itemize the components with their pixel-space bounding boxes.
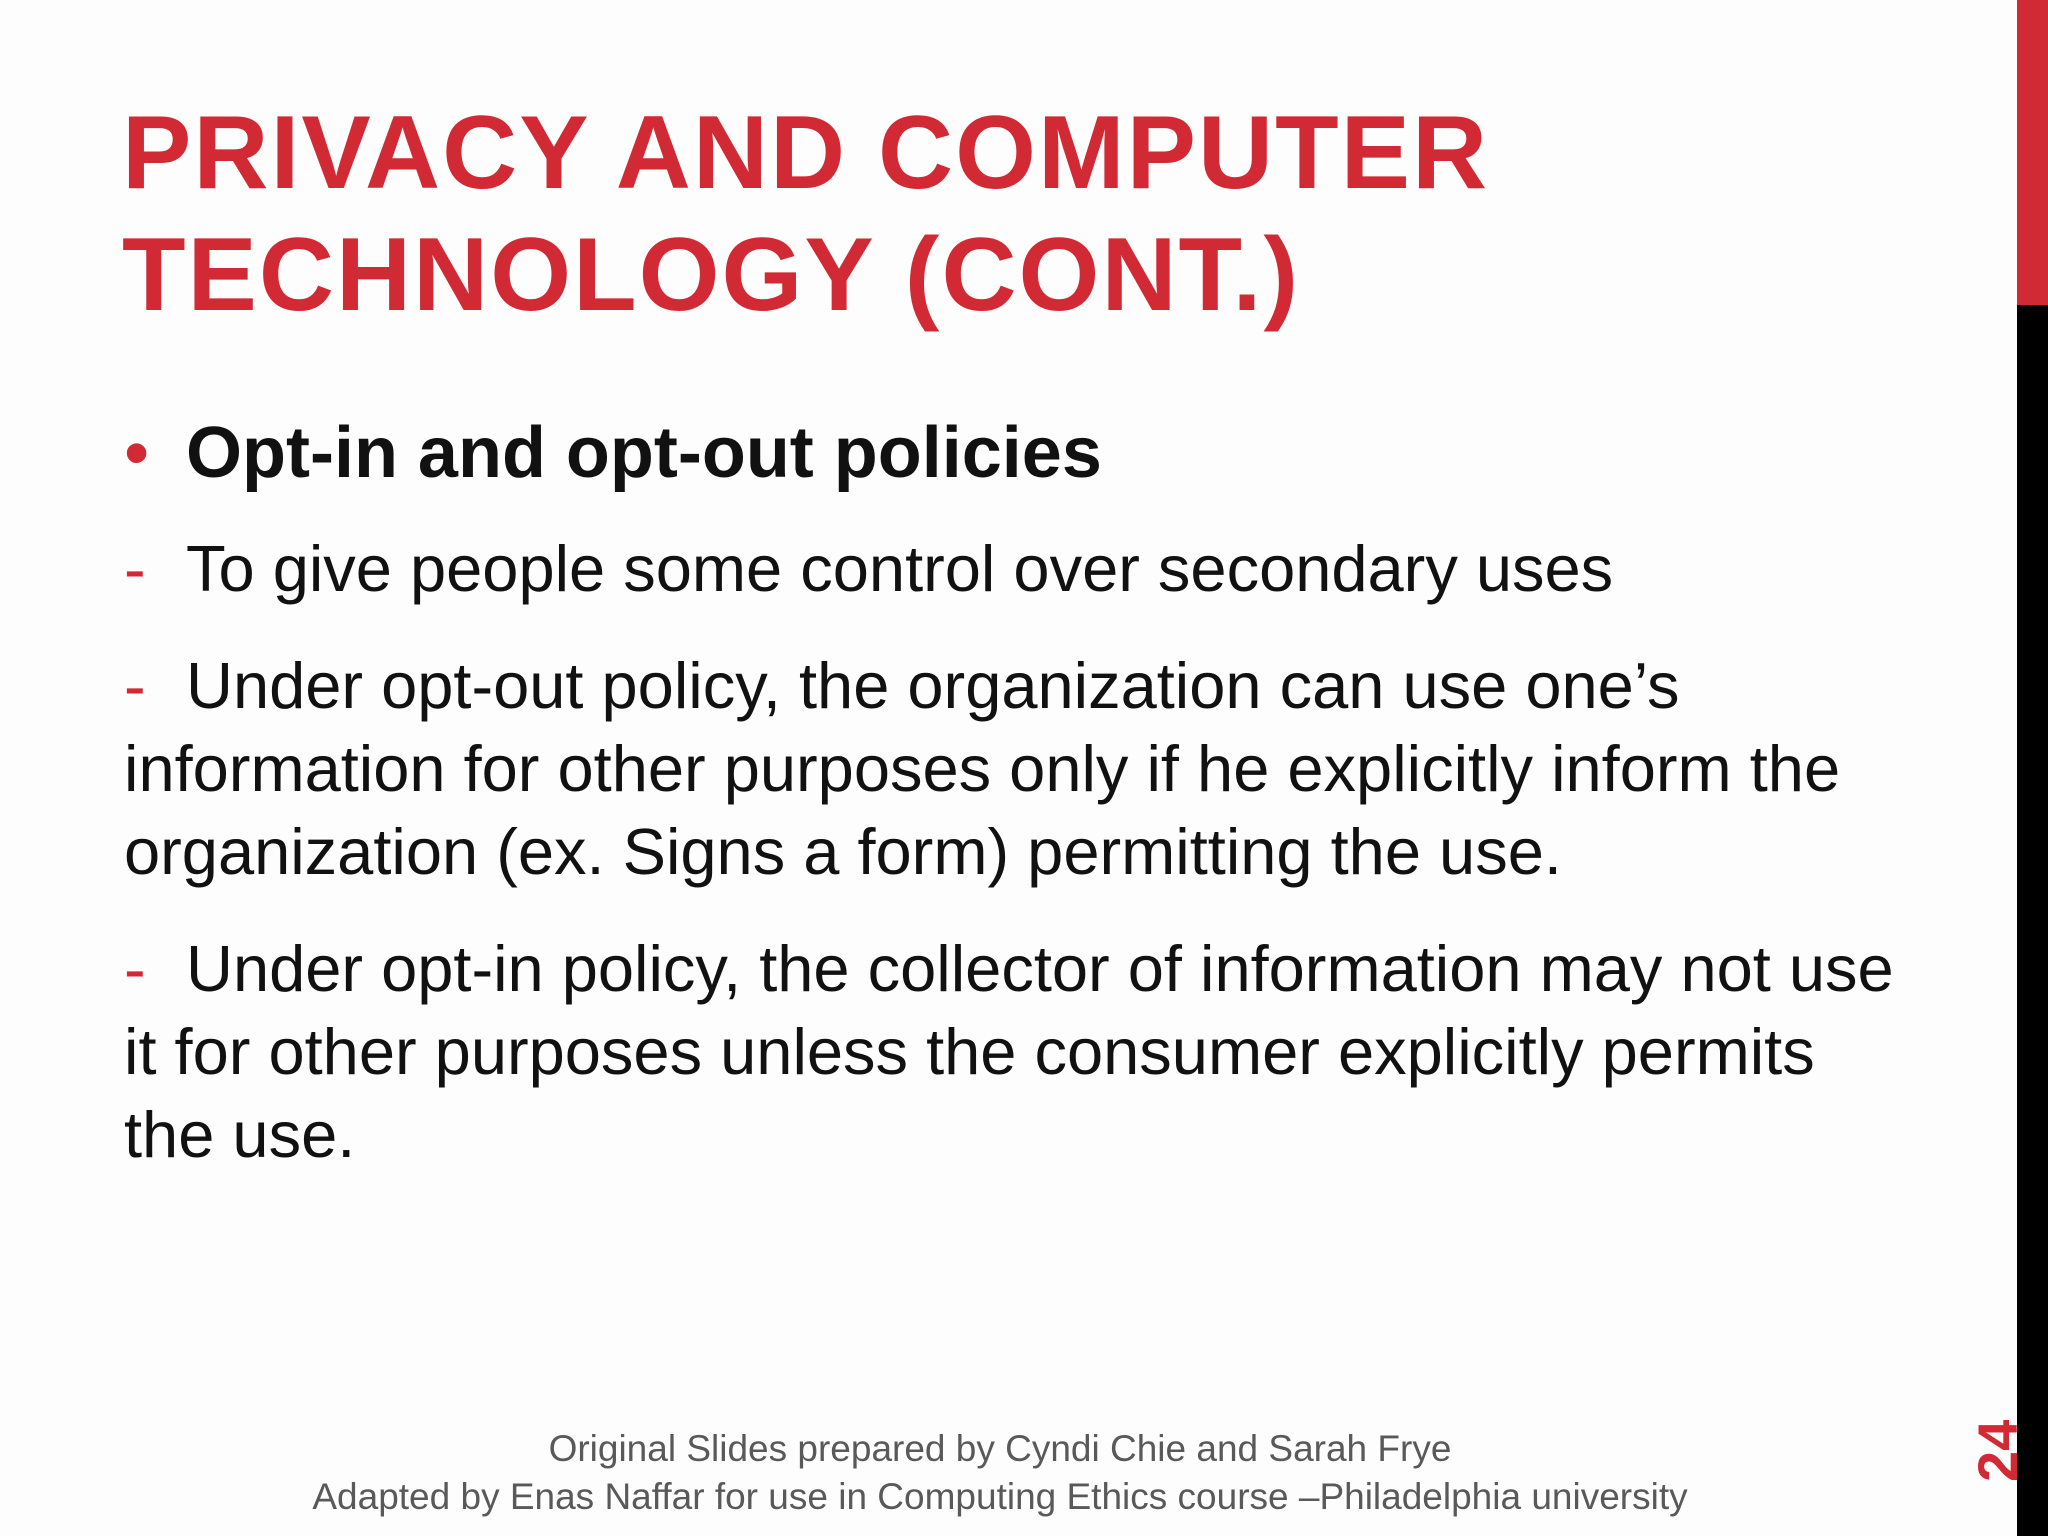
footer-line-1: Original Slides prepared by Cyndi Chie and Sarah Frye bbox=[548, 1428, 1452, 1469]
accent-bar-red bbox=[2017, 0, 2048, 305]
bullet-icon: • bbox=[124, 413, 150, 493]
title-line-2: TECHNOLOGY (CONT.) bbox=[122, 217, 1301, 333]
dash-marker: - bbox=[124, 532, 146, 605]
footer-line-2: Adapted by Enas Naffar for use in Computing Ethics course –Philadelphia university bbox=[312, 1476, 1688, 1517]
slide-content bbox=[124, 405, 1904, 1176]
bullet-heading-text: Opt-in and opt-out policies bbox=[186, 413, 1102, 493]
list-item bbox=[124, 644, 1904, 893]
dash-marker: - bbox=[124, 932, 146, 1005]
slide-footer bbox=[0, 1425, 2000, 1521]
bullet-heading bbox=[124, 405, 1904, 501]
slide-title bbox=[122, 92, 1922, 336]
accent-bar-black bbox=[2017, 305, 2048, 1536]
list-item-text: To give people some control over secondary uses bbox=[186, 532, 1614, 605]
dash-marker: - bbox=[124, 649, 146, 722]
list-item bbox=[124, 527, 1904, 610]
list-item bbox=[124, 927, 1904, 1176]
title-line-1: PRIVACY AND COMPUTER bbox=[122, 95, 1490, 211]
list-item-text: Under opt-out policy, the organization can use one’s information for other purposes only if he explicitly inform the organization (ex. Signs a form) permitting the use. bbox=[124, 649, 1841, 888]
list-item-text: Under opt-in policy, the collector of information may not use it for other purposes unless the consumer explicitly permits the use. bbox=[124, 932, 1894, 1171]
slide-number: 24 bbox=[1966, 1419, 2029, 1482]
